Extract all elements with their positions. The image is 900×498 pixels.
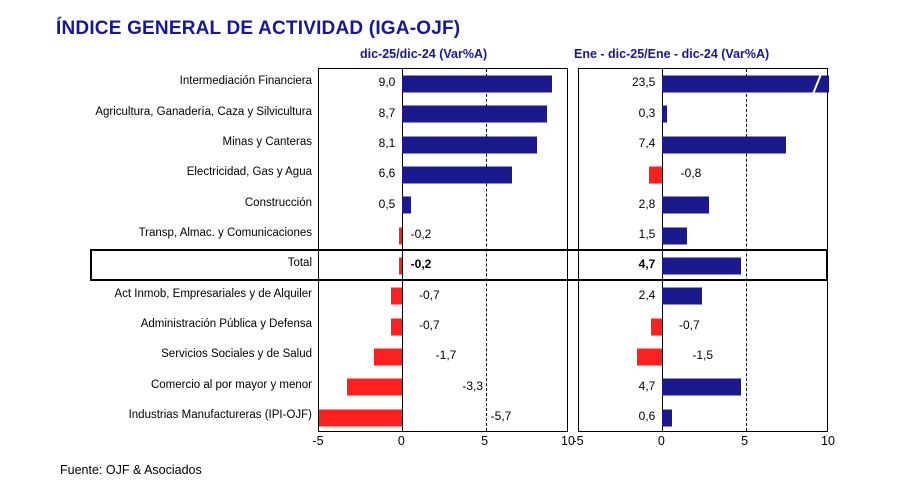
category-label: Electricidad, Gas y Agua	[186, 166, 312, 179]
chart-row	[579, 160, 827, 190]
bar	[649, 167, 662, 184]
category-label: Act Inmob, Empresariales y de Alquiler	[114, 287, 312, 300]
value-label: 6,6	[378, 166, 396, 181]
bar	[662, 197, 709, 214]
bar	[399, 227, 402, 244]
category-label: Construcción	[244, 196, 312, 209]
chart-row	[319, 312, 567, 342]
category-label: Transp, Almac. y Comunicaciones	[138, 226, 312, 239]
chart-row	[579, 221, 827, 251]
category-label: Servicios Sociales y de Salud	[161, 348, 312, 361]
category-label: Intermediación Financiera	[179, 75, 312, 88]
axis-tick-label: 5	[741, 434, 749, 448]
chart-row	[319, 130, 567, 160]
axis-tick-label: 10	[561, 434, 575, 448]
bar	[402, 167, 512, 184]
bar	[347, 379, 402, 396]
chart-row	[579, 281, 827, 311]
axis-tick-label: 0	[397, 434, 405, 448]
category-label: Administración Pública y Defensa	[140, 317, 312, 330]
chart-row	[319, 372, 567, 402]
page-title: ÍNDICE GENERAL DE ACTIVIDAD (IGA-OJF)	[56, 18, 461, 39]
chart-row	[579, 403, 827, 433]
value-label: -0,2	[410, 257, 432, 272]
chart-row	[579, 190, 827, 220]
axis-tick-label: 0	[657, 434, 665, 448]
value-label: -0,7	[419, 287, 440, 302]
category-label: Agricultura, Ganadería, Caza y Silvicultura	[95, 105, 312, 118]
source-note: Fuente: OJF & Asociados	[60, 463, 202, 477]
value-label: 2,4	[638, 287, 656, 302]
value-label: 23,5	[631, 75, 656, 90]
bar	[662, 288, 702, 305]
value-label: 9,0	[378, 75, 396, 90]
value-label: -0,7	[679, 317, 700, 332]
category-label: Total	[287, 257, 312, 270]
chart-row	[579, 312, 827, 342]
value-label: 8,1	[378, 135, 396, 150]
value-label: -0,2	[410, 226, 432, 241]
left-chart-area	[318, 68, 568, 432]
value-label: 4,7	[638, 378, 656, 393]
chart-row	[579, 251, 827, 281]
chart-row	[319, 281, 567, 311]
right-chart-area	[578, 68, 828, 432]
value-label: -1,5	[692, 348, 714, 363]
chart-row	[579, 372, 827, 402]
bar	[662, 409, 672, 426]
bar	[662, 136, 785, 153]
bar	[399, 258, 402, 275]
right-x-axis	[572, 434, 835, 452]
bar	[651, 318, 663, 335]
bar	[662, 76, 829, 93]
bar	[402, 106, 547, 123]
axis-tick-label: 5	[481, 434, 489, 448]
value-label: -1,7	[435, 348, 457, 363]
bar	[637, 349, 662, 366]
bar	[391, 288, 403, 305]
chart-row	[319, 69, 567, 99]
value-label: 0,3	[638, 105, 656, 120]
bar	[662, 227, 687, 244]
axis-tick-label: 10	[821, 434, 835, 448]
bar	[402, 76, 552, 93]
chart-row	[319, 221, 567, 251]
chart-row	[319, 160, 567, 190]
value-label: 0,6	[638, 408, 656, 423]
chart-row	[319, 403, 567, 433]
value-label: -0,8	[680, 166, 702, 181]
category-label: Minas y Canteras	[222, 135, 312, 148]
chart-row	[579, 69, 827, 99]
bar	[662, 106, 667, 123]
value-label: 4,7	[638, 257, 656, 272]
bar	[662, 258, 740, 275]
axis-tick-label: -5	[312, 434, 324, 448]
left-x-axis	[312, 434, 575, 452]
right-panel-header: Ene - dic-25/Ene - dic-24 (Var%A)	[574, 47, 770, 61]
bar	[374, 349, 402, 366]
bar	[391, 318, 403, 335]
value-label: 0,5	[378, 196, 396, 211]
axis-tick-label: -5	[572, 434, 584, 448]
bar	[662, 379, 740, 396]
left-panel-header: dic-25/dic-24 (Var%A)	[360, 47, 488, 61]
chart-row	[319, 190, 567, 220]
chart-row	[319, 251, 567, 281]
chart-row	[319, 99, 567, 129]
value-label: -5,7	[490, 408, 512, 423]
value-label: 8,7	[378, 105, 396, 120]
value-label: 1,5	[638, 226, 656, 241]
category-label: Industrias Manufactureras (IPI-OJF)	[128, 408, 312, 421]
value-label: -0,7	[419, 317, 440, 332]
category-label: Comercio al por mayor y menor	[150, 378, 312, 391]
bar	[319, 409, 402, 426]
value-label: 2,8	[638, 196, 656, 211]
value-label: 7,4	[638, 135, 656, 150]
bar	[402, 197, 410, 214]
chart-row	[579, 130, 827, 160]
chart-row	[579, 99, 827, 129]
value-label: -3,3	[462, 378, 484, 393]
bar	[402, 136, 537, 153]
